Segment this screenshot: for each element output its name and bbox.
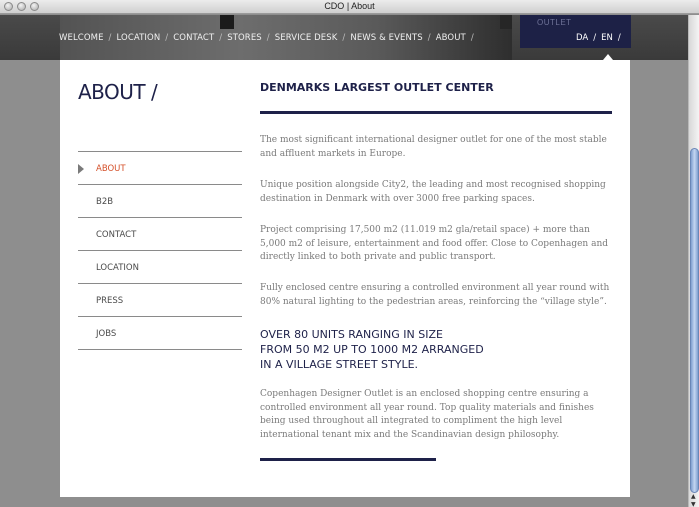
nav-about[interactable]: ABOUT [435, 33, 466, 43]
paragraph: The most significant international designer outlet for one of the most stable and affluent markets in Europe. [260, 135, 607, 159]
nav-separator: / [108, 33, 112, 43]
scrollbar-thumb[interactable] [690, 148, 699, 493]
paragraph: Project comprising 17,500 m2 (11.019 m2 gla/retail space) + more than 5,000 m2 of leisure, entertainment and food offer. Close to Copenhagen and directly linked to both private and public transport. [260, 225, 609, 262]
active-arrow-icon [78, 164, 84, 174]
lang-separator: / [617, 33, 621, 43]
subnav-item-press[interactable] [78, 284, 242, 317]
page-scrollbar[interactable] [688, 15, 699, 507]
main-nav [59, 33, 479, 43]
nav-stores[interactable]: STORES [227, 33, 262, 43]
hero-figure-2 [500, 15, 512, 29]
nav-separator: / [342, 33, 346, 43]
subnav-item-location[interactable] [78, 251, 242, 284]
site-header [0, 15, 688, 60]
nav-separator: / [427, 33, 431, 43]
subnav-item-contact[interactable] [78, 218, 242, 251]
subnav-item-b2b[interactable] [78, 185, 242, 218]
subnav-label: JOBS [96, 329, 117, 339]
window-title: CDO | About [324, 1, 375, 11]
highlight-line: FROM 50 M2 UP TO 1000 M2 ARRANGED [260, 343, 484, 356]
paragraph: Unique position alongside City2, the leading and most recognised shopping destination in Denmark with over 3000 free parking spaces. [260, 180, 606, 204]
heading-rule [260, 111, 612, 114]
highlight-line: IN A VILLAGE STREET STYLE. [260, 358, 419, 371]
nav-separator: / [219, 33, 223, 43]
outlet-label: OUTLET [537, 18, 572, 27]
nav-separator: / [165, 33, 169, 43]
closing-paragraph: Copenhagen Designer Outlet is an enclosed shopping centre ensuring a controlled environment all year round. Top quality materials and finishes being used throughout all integrated to compliment the high level international tenant mix and the Scandinavian design philosophy. [260, 389, 594, 440]
subnav-item-about[interactable] [78, 152, 242, 185]
subnav-label: B2B [96, 197, 114, 207]
subnav-label: LOCATION [96, 263, 139, 273]
subnav-label: CONTACT [96, 230, 137, 240]
sub-navigation [78, 151, 242, 350]
scroll-up-icon[interactable]: ▲ [691, 493, 696, 500]
nav-news-events[interactable]: NEWS & EVENTS [350, 33, 423, 43]
nav-service-desk[interactable]: SERVICE DESK [274, 33, 338, 43]
nav-separator: / [266, 33, 270, 43]
subnav-item-jobs[interactable] [78, 317, 242, 350]
scroll-down-icon[interactable]: ▼ [691, 501, 696, 507]
lang-separator: / [593, 33, 597, 43]
hero-figure [220, 15, 234, 29]
lang-da[interactable]: DA [576, 33, 589, 43]
content-panel [60, 60, 630, 497]
subnav-label: PRESS [96, 296, 124, 306]
language-switcher [576, 33, 626, 43]
window-title-bar [0, 0, 699, 14]
lang-en[interactable]: EN [601, 33, 613, 43]
nav-separator: / [470, 33, 474, 43]
highlight-statement [260, 327, 612, 372]
nav-welcome[interactable]: WELCOME [59, 33, 104, 43]
subnav-label: ABOUT [96, 164, 126, 174]
highlight-line: OVER 80 UNITS RANGING IN SIZE [260, 328, 443, 341]
nav-location[interactable]: LOCATION [116, 33, 161, 43]
footer-rule [260, 458, 436, 461]
nav-contact[interactable]: CONTACT [173, 33, 215, 43]
page-title: ABOUT / [78, 80, 158, 104]
paragraph: Fully enclosed centre ensuring a controlled environment all year round with 80% natural lighting to the pedestrian areas, reinforcing the “village style”. [260, 283, 610, 307]
section-heading: DENMARKS LARGEST OUTLET CENTER [260, 81, 494, 94]
